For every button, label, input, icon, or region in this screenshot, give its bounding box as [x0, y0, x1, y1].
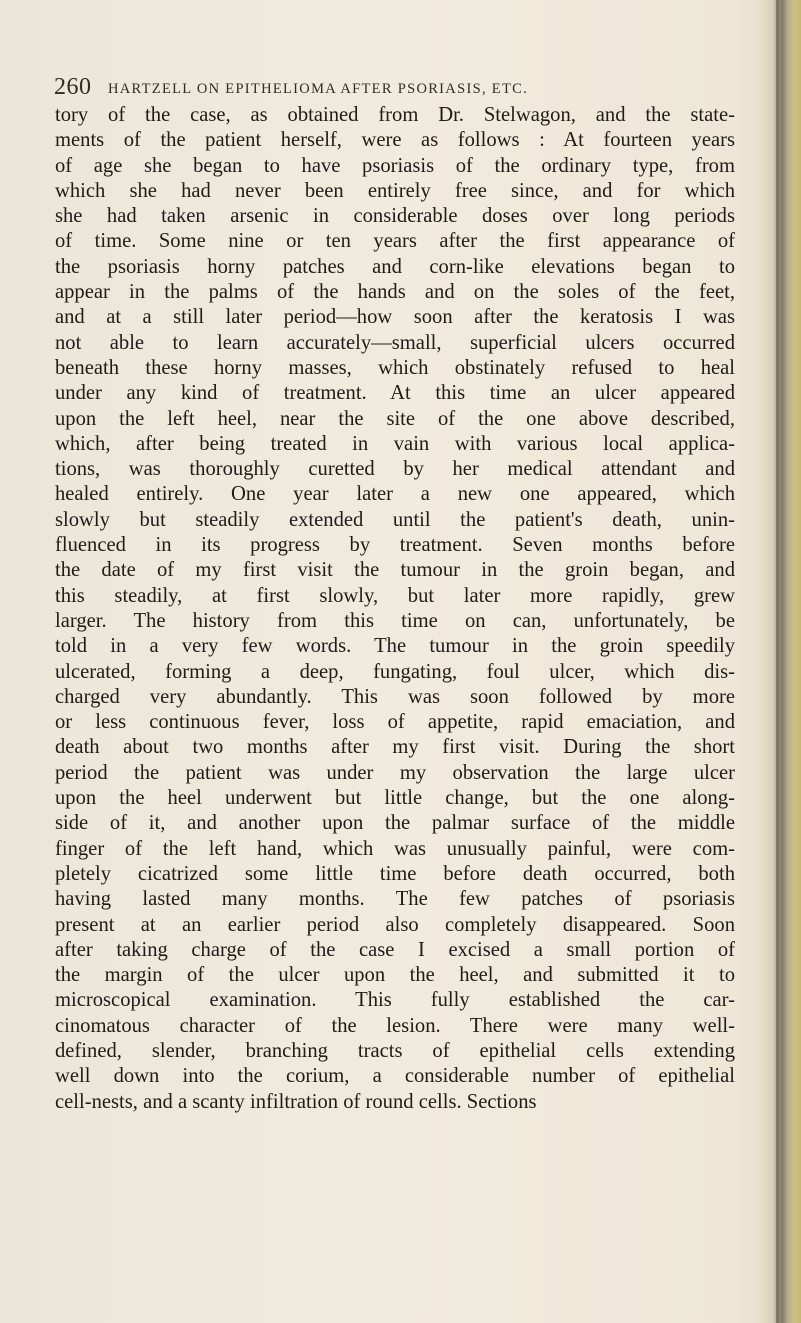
text-line: of age she began to have psoriasis of the ordinary type, from [55, 154, 735, 177]
text-line: having lasted many months. The few patches of psoriasis [55, 888, 735, 911]
text-line: she had taken arsenic in considerable doses over long periods [55, 205, 735, 228]
page-edge-shadow [758, 0, 801, 1323]
text-line: tory of the case, as obtained from Dr. Stelwagon, and the state- [55, 104, 735, 126]
text-line: well down into the corium, a considerable number of epithelial [55, 1065, 735, 1088]
text-line: ulcerated, forming a deep, fungating, foul ulcer, which dis- [55, 660, 735, 683]
text-line: side of it, and another upon the palmar surface of the middle [55, 812, 735, 835]
text-line: defined, slender, branching tracts of epithelial cells extending [55, 1039, 735, 1062]
text-line: the date of my first visit the tumour in the groin began, and [55, 559, 735, 582]
text-line: cinomatous character of the lesion. There were many well- [55, 1014, 735, 1037]
text-line: larger. The history from this time on can, unfortunately, be [55, 609, 735, 632]
text-line: death about two months after my first visit. During the short [55, 736, 735, 759]
text-line: the psoriasis horny patches and corn-like elevations began to [55, 255, 735, 278]
page-number: 260 [54, 74, 92, 100]
running-title: HARTZELL ON EPITHELIOMA AFTER PSORIASIS, ETC. [108, 81, 529, 97]
text-line: this steadily, at first slowly, but later more rapidly, grew [55, 584, 735, 607]
text-line: which she had never been entirely free since, and for which [55, 179, 735, 202]
text-line: finger of the left hand, which was unusually painful, were com- [55, 837, 735, 860]
binding-edge [776, 0, 779, 1323]
text-line: appear in the palms of the hands and on the soles of the feet, [55, 281, 735, 304]
text-line: of time. Some nine or ten years after the first appearance of [55, 230, 735, 253]
text-line: healed entirely. One year later a new one appeared, which [55, 483, 735, 506]
text-line: the margin of the ulcer upon the heel, and submitted it to [55, 964, 735, 987]
text-line: and at a still later period—how soon after the keratosis I was [55, 306, 735, 329]
text-line: upon the heel underwent but little change, but the one along- [55, 787, 735, 810]
text-line: fluenced in its progress by treatment. Seven months before [55, 534, 735, 557]
text-line: after taking charge of the case I excised a small portion of [55, 938, 735, 961]
text-line: slowly but steadily extended until the patient's death, unin- [55, 508, 735, 531]
text-line: charged very abundantly. This was soon followed by more [55, 685, 735, 708]
text-line: ments of the patient herself, were as follows : At fourteen years [55, 129, 735, 152]
text-line: pletely cicatrized some little time before death occurred, both [55, 862, 735, 885]
text-line: microscopical examination. This fully established the car- [55, 989, 735, 1012]
text-line: upon the left heel, near the site of the one above described, [55, 407, 735, 430]
text-line: cell-nests, and a scanty infiltration of round cells. Sections [55, 1090, 537, 1113]
text-line: beneath these horny masses, which obstinately refused to heal [55, 356, 735, 379]
text-line: present at an earlier period also completely disappeared. Soon [55, 913, 735, 936]
text-line: or less continuous fever, loss of appetite, rapid emaciation, and [55, 711, 735, 734]
text-line: which, after being treated in vain with various local applica- [55, 432, 735, 455]
text-line: not able to learn accurately—small, superficial ulcers occurred [55, 331, 735, 354]
text-line: under any kind of treatment. At this time an ulcer appeared [55, 382, 735, 405]
text-line: tions, was thoroughly curetted by her medical attendant and [55, 458, 735, 481]
running-head [54, 74, 734, 104]
body-text [55, 103, 735, 1115]
text-line: period the patient was under my observation the large ulcer [55, 761, 735, 784]
text-line: told in a very few words. The tumour in the groin speedily [55, 635, 735, 658]
